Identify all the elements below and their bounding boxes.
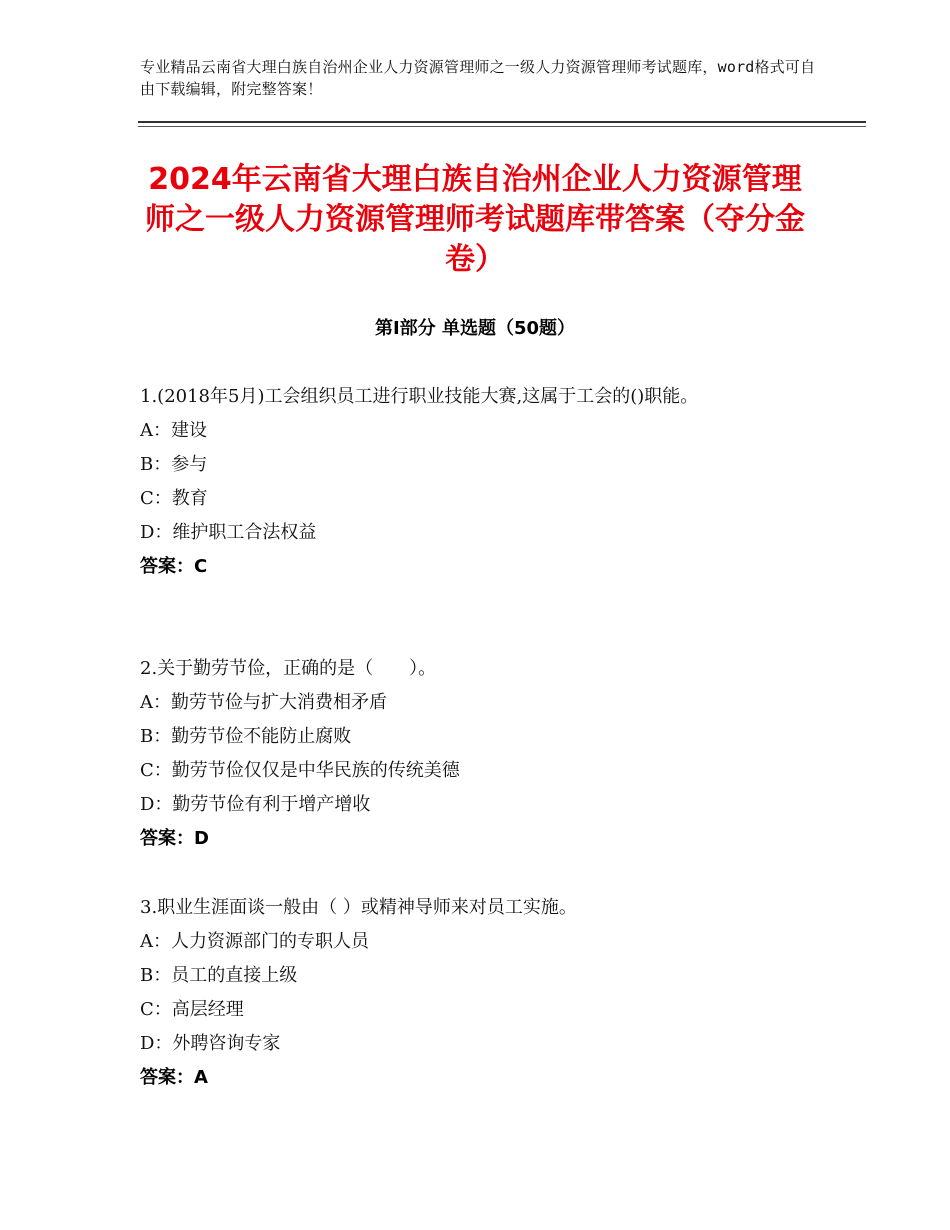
question-1 bbox=[140, 380, 800, 584]
option-a: A：人力资源部门的专职人员 bbox=[140, 931, 369, 952]
document-title: 2024年云南省大理白族自治州企业人力资源管理师之一级人力资源管理师考试题库带答案（夺分金卷） bbox=[145, 162, 805, 277]
answer-label: 答案：C bbox=[140, 556, 208, 577]
option-d: D：维护职工合法权益 bbox=[140, 522, 317, 543]
option-c: C：勤劳节俭仅仅是中华民族的传统美德 bbox=[140, 760, 460, 781]
question-2 bbox=[140, 652, 800, 856]
header-divider-thin bbox=[138, 126, 866, 127]
option-b: B：勤劳节俭不能防止腐败 bbox=[140, 726, 352, 747]
question-stem: 1.(2018年5月)工会组织员工进行职业技能大赛,这属于工会的()职能。 bbox=[140, 386, 699, 407]
answer-label: 答案：D bbox=[140, 828, 209, 849]
header-note: 专业精品云南省大理白族自治州企业人力资源管理师之一级人力资源管理师考试题库，word格式可自由下载编辑，附完整答案！ bbox=[140, 58, 816, 98]
question-stem: 2.关于勤劳节俭，正确的是（ ）。 bbox=[140, 658, 437, 679]
section-heading: 第Ⅰ部分 单选题（50题） bbox=[374, 318, 575, 339]
option-c: C：高层经理 bbox=[140, 999, 244, 1020]
header-divider-thick bbox=[138, 121, 866, 123]
answer-label: 答案：A bbox=[140, 1067, 208, 1088]
option-d: D：勤劳节俭有利于增产增收 bbox=[140, 794, 371, 815]
option-a: A：建设 bbox=[140, 420, 207, 441]
question-3 bbox=[140, 891, 800, 1095]
option-c: C：教育 bbox=[140, 488, 208, 509]
option-d: D：外聘咨询专家 bbox=[140, 1033, 281, 1054]
option-a: A：勤劳节俭与扩大消费相矛盾 bbox=[140, 692, 387, 713]
question-stem: 3.职业生涯面谈一般由（ ）或精神导师来对员工实施。 bbox=[140, 897, 577, 918]
option-b: B：参与 bbox=[140, 454, 208, 475]
option-b: B：员工的直接上级 bbox=[140, 965, 298, 986]
